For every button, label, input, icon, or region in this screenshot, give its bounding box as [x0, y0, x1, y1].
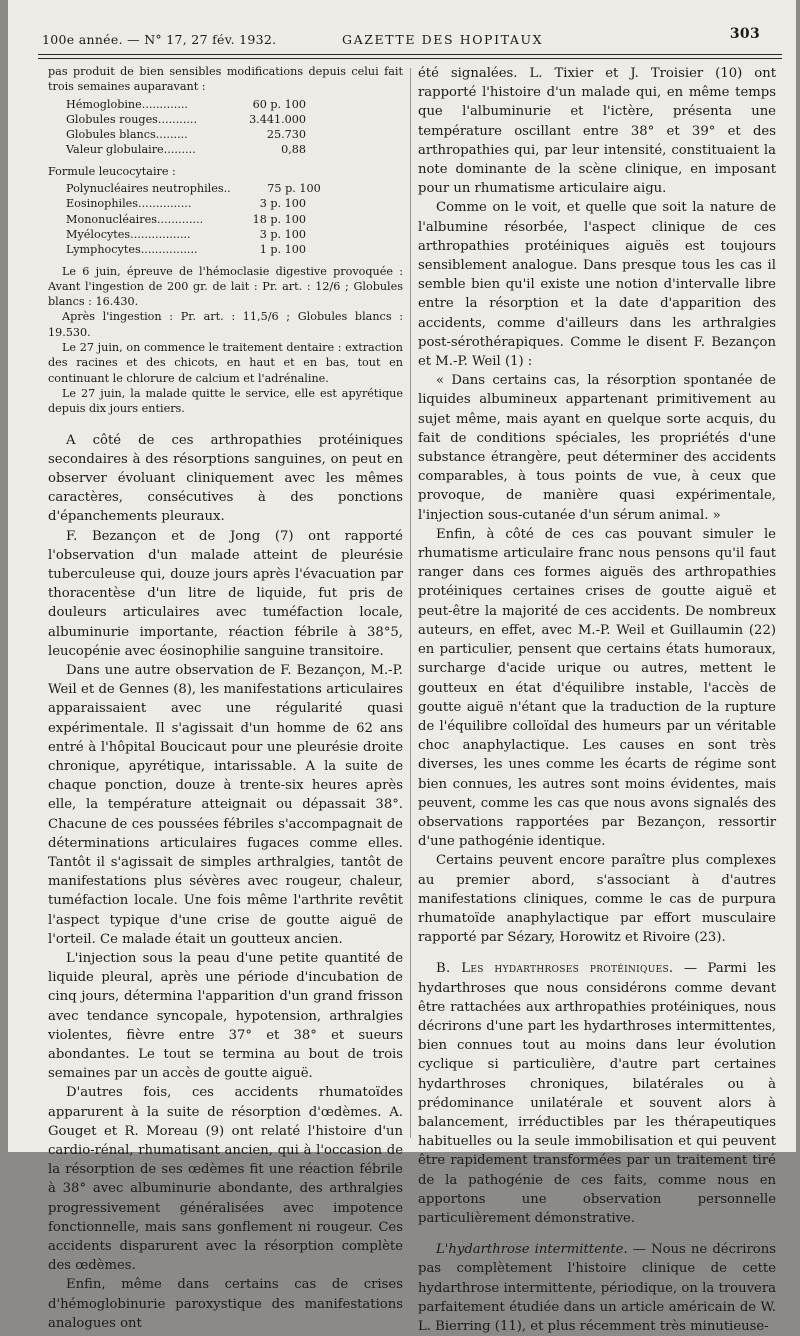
case-note: Après l'ingestion : Pr. art. : 11,5/6 ; Globules blancs : 19.530.	[48, 310, 403, 339]
page-header	[42, 26, 776, 54]
lab-row: Lymphocytes................ 1 p. 100	[66, 243, 306, 257]
issue-info: 100e année. — N° 17, 27 fév. 1932.	[42, 32, 277, 47]
page-number: 303	[729, 26, 760, 42]
case-note: Le 27 juin, la malade quitte le service, elle est apyrétique depuis dix jours entiers.	[48, 386, 403, 416]
case-note: Le 27 juin, on commence le traitement dentaire : extraction des racines et des chicots, en haut et en bas, tout en continuant le chlorure de calcium et l'adrénaline.	[48, 341, 403, 385]
lab-row: Eosinophiles............... 3 p. 100	[66, 197, 306, 211]
leukocyte-formula-table	[48, 181, 403, 257]
subsection-text: — Nous ne décrirons pas complètement l'histoire clinique de cette hydarthrose intermittente, périodique, on la trouvera parfaitement étudiée dans un article américain de W. L. Bierring (11), et plus récemment très minutieuse-	[418, 1242, 776, 1334]
formula-title: Formule leucocytaire :	[48, 164, 176, 178]
left-column	[48, 64, 403, 1333]
section-text: — Parmi les hydarthroses que nous considérons comme devant être rattachées aux arthropathies protéiniques, nous décrirons d'une part les hydarthroses intermittentes, bien connues tout au moins dans leur évolution cyclique si particulière, d'autre part certaines hydarthroses chroniques, bilatérales ou à prédominance unilatérale et souvent alors à balancement, irréductibles par les thérapeutiques habituelles ou la seule immobilisation et qui peuvent être rapidement transformées par un traitement tiré de la pathogénie de ces faits, comme nous en apportons une observation personnelle particulièrement démonstrative.	[418, 961, 776, 1226]
case-intro: pas produit de bien sensibles modifications depuis celui fait trois semaines auparavant :	[48, 65, 403, 94]
blood-count-table	[48, 97, 403, 158]
paragraph: Comme on le voit, et quelle que soit la nature de l'albumine résorbée, l'aspect clinique de ces arthropathies protéiniques aiguës est toujours sensiblement analogue. Dans presque tous les cas il semble bien qu'il existe une notion d'intervalle libre entre la résorption et la date d'apparition des accidents, comme d'ailleurs dans les arthralgies post-sérothérapiques. Comme le disent F. Bezançon et M.-P. Weil (1) :	[418, 200, 776, 370]
paragraph: L'injection sous la peau d'une petite quantité de liquide pleural, après une période d'incubation de cinq jours, détermina l'apparition d'un grand frisson avec tendance syncopale, hypotension, arthralgies violentes, fièvre entre 37° et 38° et sueurs abondantes. Le tout se termina au bout de trois semaines par un accès de goutte aiguë.	[48, 951, 403, 1082]
lab-row: Valeur globulaire......... 0,88	[66, 143, 306, 157]
subsection-heading: L'hydarthrose intermittente.	[436, 1242, 628, 1258]
paragraph: Dans une autre observation de F. Bezançon, M.-P. Weil et de Gennes (8), les manifestations articulaires apparaissaient avec une régularité quasi expérimentale. Il s'agissait d'un homme de 62 ans entré à l'hôpital Boucicaut pour une pleurésie droite chronique, apyrétique, intarissable. A la suite de chaque ponction, douze à trente-six heures après elle, la température atteignait ou dépassait 38°. Chacune de ces poussées fébriles s'accompagnait de déterminations articulaires fugaces comme elles. Tantôt il s'agissait de simples arthralgies, tantôt de manifestations plus sévères avec rougeur, chaleur, tuméfaction locale. Une fois même l'arthrite revêtit l'aspect typique d'une crise de goutte aiguë de l'orteil. Ce malade était un goutteux ancien.	[48, 662, 403, 947]
header-rule	[38, 54, 782, 55]
paragraph: D'autres fois, ces accidents rhumatoïdes apparurent à la suite de résorption d'œdèmes. A. Gouget et R. Moreau (9) ont relaté l'histoire d'un cardio-rénal, rhumatisant ancien, qui à l'occasion de la résorption de ses œdèmes fit une réaction fébrile à 38° avec albuminurie abondante, des arthralgies progressivement généralisées avec impotence fonctionnelle, mais sans gonflement ni rougeur. Ces accidents disparurent avec la résorption complète des œdèmes.	[48, 1085, 403, 1274]
lab-row: Myélocytes................. 3 p. 100	[66, 227, 306, 241]
paragraph: Enfin, à côté de ces cas pouvant simuler le rhumatisme articulaire franc nous pensons qu'il faut ranger dans ces formes aiguës des arthropathies protéiniques certaines crises de goutte aiguë et peut-être la majorité de ces accidents. De nombreux auteurs, en effet, avec M.-P. Weil et Guillaumin (22) en particulier, pensent que certains états humoraux, surcharge d'acide urique ou autres, mettent le goutteux en état d'équilibre instable, l'accès de goutte aiguë n'étant que la traduction de la rupture de l'équilibre colloïdal des humeurs par un véritable choc anaphylactique. Les causes en sont très diverses, les unes comme les écarts de régime sont bien connues, les autres sont moins évidentes, mais peuvent, comme les cas que nous avons signalés des observations rapportées par Bezançon, ressortir d'une pathogénie identique.	[418, 526, 776, 850]
lab-row: Globules blancs......... 25.730	[66, 128, 306, 142]
paragraph: F. Bezançon et de Jong (7) ont rapporté l'observation d'un malade atteint de pleurésie tuberculeuse qui, douze jours après l'évacuation par thoracentèse d'un litre de liquide, fut pris de douleurs articulaires avec tuméfaction locale, albuminurie importante, réaction fébrile à 38°5, leucopénie avec éosinophilie sanguine transitoire.	[48, 528, 403, 659]
header-rule-thin	[38, 58, 782, 59]
paragraph: été signalées. L. Tixier et J. Troisier (10) ont rapporté l'histoire d'un malade qui, en même temps que l'albuminurie et l'ictère, présenta une température oscillant entre 38° et 39° et des arthropathies qui, par leur intensité, constituaient la note dominante de la scène clinique, en imposant pour un rhumatisme articulaire aigu.	[418, 66, 776, 197]
paragraph: Certains peuvent encore paraître plus complexes au premier abord, s'associant à d'autres manifestations cliniques, comme le cas de purpura rhumatoïde anaphylactique par effort musculaire rapporté par Sézary, Horowitz et Rivoire (23).	[418, 853, 776, 946]
subsection-paragraph	[418, 1240, 776, 1336]
newspaper-page	[8, 0, 796, 1334]
lab-row: Polynucléaires neutrophiles.. 75 p. 100	[66, 182, 321, 196]
paragraph: A côté de ces arthropathies protéiniques secondaires à des résorptions sanguines, on peut en observer évoluant cliniquement avec les mêmes caractères, consécutives à des ponctions d'épanchements pleuraux.	[48, 432, 403, 525]
section-heading: B. Les hydarthroses protéiniques.	[436, 961, 674, 977]
lab-row: Mononucléaires............. 18 p. 100	[66, 212, 306, 226]
article-body-left	[48, 431, 403, 1334]
right-column	[418, 64, 776, 1336]
column-divider	[410, 68, 411, 1138]
lab-row: Hémoglobine............. 60 p. 100	[66, 97, 306, 111]
section-paragraph	[418, 959, 776, 1228]
case-notes	[48, 64, 403, 417]
quotation: « Dans certains cas, la résorption spontanée de liquides albumineux appartenant primitivement au sujet même, mais ayant en quelque sorte acquis, du fait de conditions spéciales, les propriétés d'une substance étrangère, peut déterminer des accidents comparables, à tous points de vue, à ceux que provoque, de manière quasi expérimentale, l'injection sous-cutanée d'un sérum animal. »	[418, 373, 776, 523]
lab-row: Globules rouges........... 3.441.000	[66, 112, 306, 126]
paragraph: Enfin, même dans certains cas de crises d'hémoglobinurie paroxystique des manifestations analogues ont	[48, 1277, 403, 1331]
case-note: Le 6 juin, épreuve de l'hémoclasie digestive provoquée : Avant l'ingestion de 200 gr. de lait : Pr. art. : 12/6 ; Globules blancs : 16.430.	[48, 264, 403, 309]
journal-title: GAZETTE DES HOPITAUX	[342, 32, 544, 47]
